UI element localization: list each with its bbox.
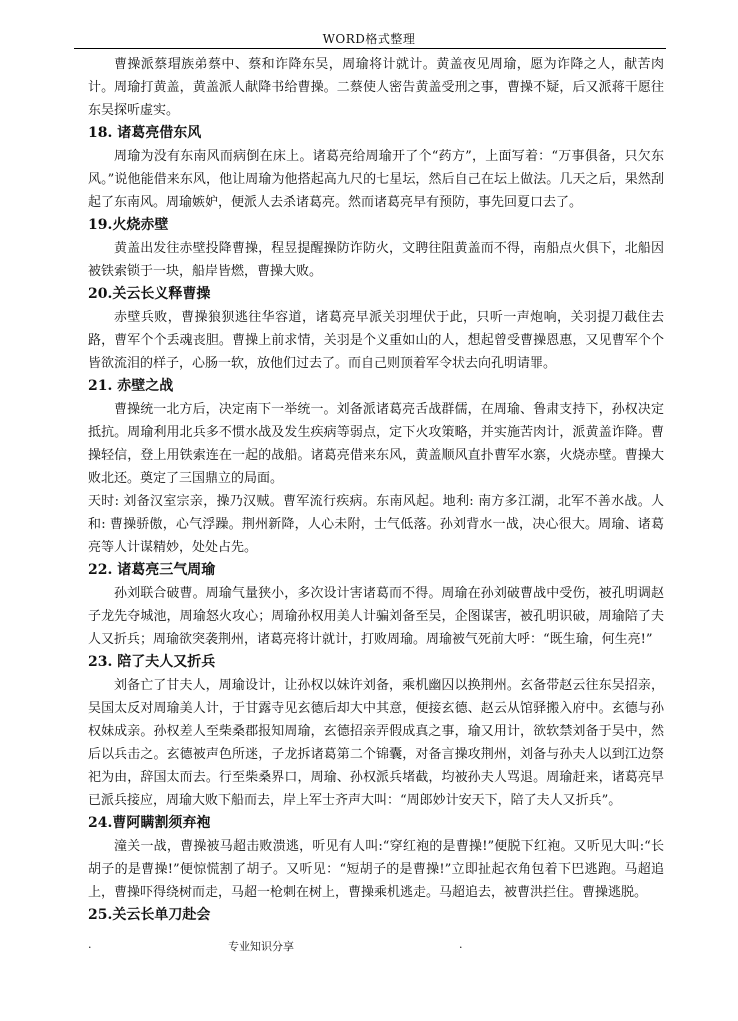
paragraph: 黄盖出发往赤壁投降曹操，程昱提醒操防诈防火，文聘往阻黄盖而不得，南船点火俱下，北船因被铁索锁于一块，船岸皆燃，曹操大败。 [88, 241, 664, 279]
paragraph: 潼关一战，曹操被马超击败溃逃，听见有人叫:“穿红袍的是曹操!”便脱下红袍。又听见大叫:“长胡子的是曹操!”便惊慌割了胡子。又听见：“短胡子的是曹操!”立即扯起衣角包着下巴逃跑。马超追上，曹操吓得绕树而走，马超一枪刺在树上，曹操乘机逃走。马超追去，被曹洪拦住。曹操逃脱。 [88, 839, 664, 900]
document-section [88, 375, 664, 559]
paragraph: 赤壁兵败，曹操狼狈逃往华容道，诸葛亮早派关羽埋伏于此，只听一声炮响，关羽提刀截住去路，曹军个个丢魂丧胆。曹操上前求情，关羽是个义重如山的人，想起曾受曹操恩惠，又见曹军个个皆欲流泪的样子，心肠一软，放他们过去了。而自己则顶着军令状去向孔明请罪。 [88, 310, 664, 371]
document-section [88, 559, 664, 651]
document-section [88, 651, 664, 812]
paragraph: 曹操统一北方后，决定南下一举统一。刘备派诸葛亮舌战群儒，在周瑜、鲁肃支持下，孙权决定抵抗。周瑜利用北兵多不惯水战及发生疾病等弱点，定下火攻策略，并实施苦肉计，派黄盖诈降。曹操轻信，登上用铁索连在一起的战船。诸葛亮借来东风，黄盖顺风直扑曹军水寨，火烧赤壁。曹操大败北还。奠定了三国鼎立的局面。 [88, 402, 664, 486]
section-title: 24.曹阿瞒割须弃袍 [88, 815, 211, 831]
section-title: 25.关云长单刀赴会 [88, 907, 211, 923]
paragraph: 周瑜为没有东南风而病倒在床上。诸葛亮给周瑜开了个“药方”，上面写着：“万事俱备，只欠东风。”说他能借来东风，他让周瑜为他搭起高九尺的七星坛，然后自己在坛上做法。几天之后，果然刮起了东南风。周瑜嫉妒，便派人去杀诸葛亮。然而诸葛亮早有预防，事先回夏口去了。 [88, 149, 664, 210]
document-section [88, 812, 664, 904]
document-section [88, 53, 664, 122]
page-footer [0, 938, 738, 958]
paragraph: 孙刘联合破曹。周瑜气量狭小，多次设计害诸葛而不得。周瑜在孙刘破曹战中受伤，被孔明调赵子龙先夺城池，周瑜怒火攻心；周瑜孙权用美人计骗刘备至吴，企图谋害，被孔明识破，周瑜陪了夫人又折兵；周瑜欲突袭荆州，诸葛亮将计就计，打败周瑜。周瑜被气死前大呼：“既生瑜，何生亮!” [88, 586, 664, 647]
section-title: 21. 赤壁之战 [88, 378, 174, 394]
document-section [88, 283, 664, 375]
header-divider [74, 48, 666, 49]
footer-left-dot: . [88, 938, 92, 951]
paragraph: 曹操派蔡瑁族弟蔡中、蔡和诈降东吴，周瑜将计就计。黄盖夜见周瑜，愿为诈降之人，献苦肉计。周瑜打黄盖，黄盖派人献降书给曹操。二蔡使人密告黄盖受刑之事，曹操不疑，后又派蒋干愿往东吴探听虚实。 [88, 57, 664, 118]
document-section [88, 214, 664, 283]
section-title: 20.关云长义释曹操 [88, 286, 211, 302]
section-title: 23. 陪了夫人又折兵 [88, 654, 216, 670]
footer-right-dot: . [459, 938, 463, 951]
section-title: 22. 诸葛亮三气周瑜 [88, 562, 216, 578]
section-title: 19.火烧赤壁 [88, 217, 169, 233]
document-body [88, 53, 664, 927]
document-section [88, 122, 664, 214]
footer-text: 专业知识分享 [228, 940, 294, 953]
page-header: WORD格式整理 [322, 32, 416, 46]
document-section [88, 904, 664, 927]
paragraph: 天时: 刘备汉室宗亲，操乃汉贼。曹军流行疾病。东南风起。地利: 南方多江湖，北军不善水战。人和: 曹操骄傲，心气浮躁。荆州新降，人心未附，士气低落。孙刘背水一战，决心很大。周瑜、诸葛亮等人计谋精妙，处处占先。 [88, 494, 664, 555]
section-title: 18. 诸葛亮借东风 [88, 125, 202, 141]
paragraph: 刘备亡了甘夫人，周瑜设计，让孙权以妹许刘备，乘机幽囚以换荆州。玄备带赵云往东吴招亲，吴国太反对周瑜美人计，于甘露寺见玄德后却大中其意，便接玄德、赵云从馆驿搬入府中。玄德与孙权妹成亲。孙权差人至柴桑郡报知周瑜，玄德招亲弄假成真之事，瑜又用计，欲软禁刘备于吴中，然后以兵击之。玄德被声色所迷，子龙拆诸葛第二个锦囊，对备言操攻荆州，刘备与孙夫人以到江边祭祀为由，辞国太而去。行至柴桑界口，周瑜、孙权派兵堵截，均被孙夫人骂退。周瑜赶来，诸葛亮早已派兵接应，周瑜大败下船而去，岸上军士齐声大叫：“周郎妙计安天下，陪了夫人又折兵”。 [88, 678, 664, 808]
